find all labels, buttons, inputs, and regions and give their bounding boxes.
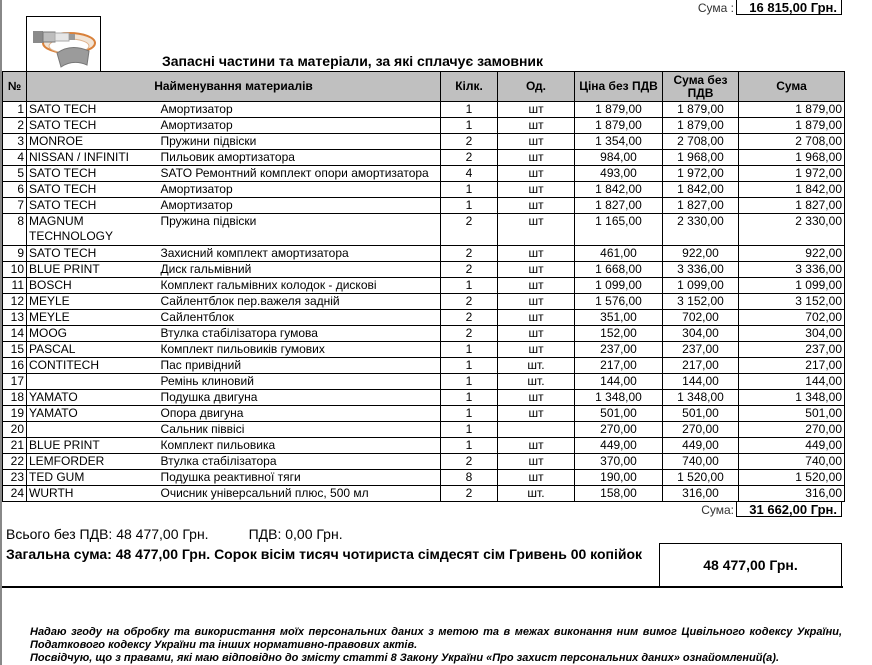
table-row — [3, 374, 845, 390]
row-sum-novat: 740,00 — [663, 454, 739, 470]
row-brand: TED GUM — [27, 470, 159, 486]
row-qty: 2 — [441, 134, 498, 150]
total-no-vat: Всього без ПДВ: 48 477,00 Грн. — [6, 526, 209, 542]
row-qty: 2 — [441, 246, 498, 262]
divider — [2, 586, 843, 588]
row-sum: 1 972,00 — [739, 166, 845, 182]
row-qty: 1 — [441, 406, 498, 422]
row-sum-novat: 3 152,00 — [663, 294, 739, 310]
row-sum: 1 348,00 — [739, 390, 845, 406]
table-row — [3, 134, 845, 150]
row-qty: 1 — [441, 102, 498, 118]
row-price: 152,00 — [575, 326, 663, 342]
row-number: 4 — [3, 150, 27, 166]
row-name: Захисний комплект амортизатора — [159, 246, 441, 262]
row-sum: 1 842,00 — [739, 182, 845, 198]
grand-total-text: Загальна сума: 48 477,00 Грн. Сорок вісім тисяч чотириста сімдесят сім Гривень 00 копійок — [6, 546, 643, 562]
row-number: 14 — [3, 326, 27, 342]
header-sum-label: Сума : — [697, 0, 734, 15]
row-unit: шт — [498, 102, 575, 118]
table-row — [3, 390, 845, 406]
row-name: Подушка двигуна — [159, 390, 441, 406]
table-sum — [690, 502, 842, 517]
table-row — [3, 262, 845, 278]
row-sum: 2 708,00 — [739, 134, 845, 150]
row-qty: 2 — [441, 262, 498, 278]
table-row — [3, 310, 845, 326]
row-name: Пружина підвіски — [159, 214, 441, 246]
row-unit: шт — [498, 262, 575, 278]
row-number: 23 — [3, 470, 27, 486]
row-sum: 217,00 — [739, 358, 845, 374]
row-price: 1 354,00 — [575, 134, 663, 150]
row-brand: SATO TECH — [27, 102, 159, 118]
row-number: 1 — [3, 102, 27, 118]
column-header-number: № — [3, 72, 27, 102]
row-brand — [27, 374, 159, 390]
row-number: 8 — [3, 214, 27, 246]
table-row — [3, 166, 845, 182]
row-sum-novat: 217,00 — [663, 358, 739, 374]
row-qty: 1 — [441, 198, 498, 214]
row-unit: шт — [498, 406, 575, 422]
row-number: 9 — [3, 246, 27, 262]
row-qty: 1 — [441, 374, 498, 390]
row-number: 2 — [3, 118, 27, 134]
row-number: 10 — [3, 262, 27, 278]
row-brand: LEMFORDER — [27, 454, 159, 470]
row-price: 237,00 — [575, 342, 663, 358]
row-number: 21 — [3, 438, 27, 454]
table-row — [3, 278, 845, 294]
row-sum: 1 099,00 — [739, 278, 845, 294]
row-brand: SATO TECH — [27, 118, 159, 134]
table-row — [3, 406, 845, 422]
row-sum-novat: 1 879,00 — [663, 118, 739, 134]
row-sum-novat: 270,00 — [663, 422, 739, 438]
row-brand — [27, 422, 159, 438]
row-number: 7 — [3, 198, 27, 214]
row-price: 461,00 — [575, 246, 663, 262]
table-row — [3, 118, 845, 134]
row-sum: 304,00 — [739, 326, 845, 342]
row-price: 1 827,00 — [575, 198, 663, 214]
row-unit: шт — [498, 278, 575, 294]
row-sum-novat: 1 972,00 — [663, 166, 739, 182]
header-sum — [690, 0, 842, 15]
row-price: 449,00 — [575, 438, 663, 454]
consent-line-1: Надаю згоду на обробку та використання моїх персональних даних з метою та в межах виконання ним вимог Цивільного кодексу України, Податкового кодексу України та інших нормативно-правових актів. — [30, 626, 842, 651]
table-row — [3, 294, 845, 310]
row-number: 19 — [3, 406, 27, 422]
row-brand: MEYLE — [27, 310, 159, 326]
table-row — [3, 470, 845, 486]
row-qty: 2 — [441, 486, 498, 502]
column-header-unit: Од. — [498, 72, 575, 102]
row-number: 6 — [3, 182, 27, 198]
table-row — [3, 358, 845, 374]
row-qty: 2 — [441, 454, 498, 470]
row-number: 11 — [3, 278, 27, 294]
column-header-price: Ціна без ПДВ — [575, 72, 663, 102]
row-sum: 922,00 — [739, 246, 845, 262]
column-header-sum: Сума — [739, 72, 845, 102]
row-sum-novat: 2 330,00 — [663, 214, 739, 246]
row-sum-novat: 3 336,00 — [663, 262, 739, 278]
parts-table — [2, 71, 845, 502]
row-name: SATO Ремонтний комплект опори амортизатора — [159, 166, 441, 182]
table-row — [3, 198, 845, 214]
row-sum: 449,00 — [739, 438, 845, 454]
table-sum-value: 31 662,00 Грн. — [736, 502, 842, 517]
row-unit: шт — [498, 310, 575, 326]
row-price: 370,00 — [575, 454, 663, 470]
row-brand: BLUE PRINT — [27, 438, 159, 454]
spare-parts-image-icon — [26, 16, 101, 72]
row-sum: 270,00 — [739, 422, 845, 438]
row-qty: 1 — [441, 438, 498, 454]
row-name: Комплект гальмівних колодок - дискові — [159, 278, 441, 294]
table-row — [3, 150, 845, 166]
row-sum-novat: 144,00 — [663, 374, 739, 390]
row-unit: шт — [498, 166, 575, 182]
row-price: 190,00 — [575, 470, 663, 486]
row-brand: SATO TECH — [27, 198, 159, 214]
table-row — [3, 214, 845, 246]
row-name: Сайлентблок — [159, 310, 441, 326]
row-brand: YAMATO — [27, 390, 159, 406]
row-name: Пас привідний — [159, 358, 441, 374]
row-qty: 1 — [441, 278, 498, 294]
row-sum: 702,00 — [739, 310, 845, 326]
row-brand: YAMATO — [27, 406, 159, 422]
row-unit: шт — [498, 182, 575, 198]
row-number: 24 — [3, 486, 27, 502]
row-brand: CONTITECH — [27, 358, 159, 374]
row-brand: MEYLE — [27, 294, 159, 310]
row-unit: шт — [498, 134, 575, 150]
row-name: Очисник універсальний плюс, 500 мл — [159, 486, 441, 502]
row-sum: 3 336,00 — [739, 262, 845, 278]
row-brand: SATO TECH — [27, 246, 159, 262]
row-sum-novat: 304,00 — [663, 326, 739, 342]
row-sum-novat: 1 348,00 — [663, 390, 739, 406]
table-row — [3, 246, 845, 262]
row-name: Сайлентблок пер.важеля задній — [159, 294, 441, 310]
row-name: Амортизатор — [159, 182, 441, 198]
consent-line-2: Посвідчую, що з правами, які маю відповідно до змісту статті 8 Закону України «Про захист персональних даних» ознайомлений(а). — [30, 652, 779, 664]
row-name: Подушка реактивної тяги — [159, 470, 441, 486]
column-header-sum-novat: Сума без ПДВ — [663, 72, 739, 102]
row-name: Опора двигуна — [159, 406, 441, 422]
row-sum: 3 152,00 — [739, 294, 845, 310]
row-qty: 1 — [441, 390, 498, 406]
row-sum-novat: 1 968,00 — [663, 150, 739, 166]
row-unit: шт — [498, 214, 575, 246]
row-sum-novat: 237,00 — [663, 342, 739, 358]
row-number: 18 — [3, 390, 27, 406]
row-price: 217,00 — [575, 358, 663, 374]
consent-text — [30, 626, 842, 665]
row-price: 158,00 — [575, 486, 663, 502]
row-unit: шт — [498, 438, 575, 454]
row-brand: MOOG — [27, 326, 159, 342]
row-name: Пружини підвіски — [159, 134, 441, 150]
row-price: 984,00 — [575, 150, 663, 166]
table-row — [3, 326, 845, 342]
row-name: Пильовик амортизатора — [159, 150, 441, 166]
row-sum: 1 879,00 — [739, 102, 845, 118]
row-unit: шт. — [498, 486, 575, 502]
row-unit: шт. — [498, 358, 575, 374]
row-name: Диск гальмівний — [159, 262, 441, 278]
row-sum-novat: 1 520,00 — [663, 470, 739, 486]
row-qty: 2 — [441, 326, 498, 342]
row-price: 1 576,00 — [575, 294, 663, 310]
row-sum: 2 330,00 — [739, 214, 845, 246]
row-unit: шт — [498, 454, 575, 470]
row-qty: 8 — [441, 470, 498, 486]
row-price: 144,00 — [575, 374, 663, 390]
row-qty: 1 — [441, 118, 498, 134]
row-price: 1 099,00 — [575, 278, 663, 294]
row-price: 1 879,00 — [575, 102, 663, 118]
row-sum: 1 827,00 — [739, 198, 845, 214]
row-qty: 1 — [441, 422, 498, 438]
row-price: 1 842,00 — [575, 182, 663, 198]
row-brand: MAGNUM TECHNOLOGY — [27, 214, 159, 246]
table-row — [3, 438, 845, 454]
row-unit: шт — [498, 470, 575, 486]
row-sum: 144,00 — [739, 374, 845, 390]
row-sum: 1 520,00 — [739, 470, 845, 486]
row-sum-novat: 501,00 — [663, 406, 739, 422]
row-sum: 237,00 — [739, 342, 845, 358]
row-unit: шт — [498, 390, 575, 406]
row-number: 13 — [3, 310, 27, 326]
row-number: 15 — [3, 342, 27, 358]
header-sum-value: 16 815,00 Грн. — [736, 0, 842, 15]
row-name: Ремінь клиновий — [159, 374, 441, 390]
row-name: Втулка стабілізатора гумова — [159, 326, 441, 342]
row-brand: WURTH — [27, 486, 159, 502]
table-header-row — [3, 72, 845, 102]
row-sum: 1 968,00 — [739, 150, 845, 166]
row-price: 1 348,00 — [575, 390, 663, 406]
table-row — [3, 342, 845, 358]
table-sum-label: Сума: — [701, 502, 734, 517]
row-brand: SATO TECH — [27, 182, 159, 198]
row-brand: NISSAN / INFINITI — [27, 150, 159, 166]
row-unit: шт — [498, 342, 575, 358]
row-price: 1 165,00 — [575, 214, 663, 246]
row-name: Втулка стабілізатора — [159, 454, 441, 470]
row-qty: 2 — [441, 310, 498, 326]
row-unit: шт — [498, 246, 575, 262]
row-sum: 501,00 — [739, 406, 845, 422]
row-number: 12 — [3, 294, 27, 310]
row-number: 5 — [3, 166, 27, 182]
row-unit: шт — [498, 294, 575, 310]
table-row — [3, 486, 845, 502]
row-name: Комплект пильовиків гумових — [159, 342, 441, 358]
row-name: Сальник піввісі — [159, 422, 441, 438]
column-header-name: Найменування материалів — [27, 72, 441, 102]
row-brand: SATO TECH — [27, 166, 159, 182]
row-qty: 1 — [441, 342, 498, 358]
row-name: Амортизатор — [159, 118, 441, 134]
row-sum: 1 879,00 — [739, 118, 845, 134]
row-number: 3 — [3, 134, 27, 150]
table-row — [3, 422, 845, 438]
row-unit: шт — [498, 150, 575, 166]
row-sum-novat: 1 879,00 — [663, 102, 739, 118]
row-qty: 2 — [441, 150, 498, 166]
row-unit — [498, 422, 575, 438]
row-price: 501,00 — [575, 406, 663, 422]
row-number: 20 — [3, 422, 27, 438]
row-sum: 740,00 — [739, 454, 845, 470]
row-number: 16 — [3, 358, 27, 374]
row-price: 1 879,00 — [575, 118, 663, 134]
column-header-qty: Кілк. — [441, 72, 498, 102]
row-sum-novat: 922,00 — [663, 246, 739, 262]
row-price: 1 668,00 — [575, 262, 663, 278]
vat-amount: ПДВ: 0,00 Грн. — [248, 526, 343, 542]
row-number: 17 — [3, 374, 27, 390]
row-price: 493,00 — [575, 166, 663, 182]
row-sum-novat: 316,00 — [663, 486, 739, 502]
row-sum-novat: 2 708,00 — [663, 134, 739, 150]
row-qty: 4 — [441, 166, 498, 182]
row-price: 270,00 — [575, 422, 663, 438]
grand-total-box: 48 477,00 Грн. — [659, 543, 842, 587]
row-qty: 1 — [441, 358, 498, 374]
table-row — [3, 454, 845, 470]
row-qty: 2 — [441, 294, 498, 310]
row-sum-novat: 1 099,00 — [663, 278, 739, 294]
row-brand: BLUE PRINT — [27, 262, 159, 278]
row-qty: 1 — [441, 182, 498, 198]
row-unit: шт — [498, 198, 575, 214]
row-number: 22 — [3, 454, 27, 470]
page-title: Запасні частини та матеріали, за які сплачує замовник — [162, 53, 544, 69]
row-sum-novat: 1 842,00 — [663, 182, 739, 198]
table-row — [3, 182, 845, 198]
row-unit: шт. — [498, 374, 575, 390]
row-brand: PASCAL — [27, 342, 159, 358]
vat-summary — [6, 526, 343, 542]
row-sum-novat: 702,00 — [663, 310, 739, 326]
row-price: 351,00 — [575, 310, 663, 326]
row-sum-novat: 449,00 — [663, 438, 739, 454]
row-sum: 316,00 — [739, 486, 845, 502]
row-sum-novat: 1 827,00 — [663, 198, 739, 214]
row-qty: 2 — [441, 214, 498, 246]
row-name: Амортизатор — [159, 198, 441, 214]
row-unit: шт — [498, 326, 575, 342]
row-brand: BOSCH — [27, 278, 159, 294]
row-unit: шт — [498, 118, 575, 134]
row-name: Амортизатор — [159, 102, 441, 118]
table-row — [3, 102, 845, 118]
row-brand: MONROE — [27, 134, 159, 150]
row-name: Комплект пильовика — [159, 438, 441, 454]
